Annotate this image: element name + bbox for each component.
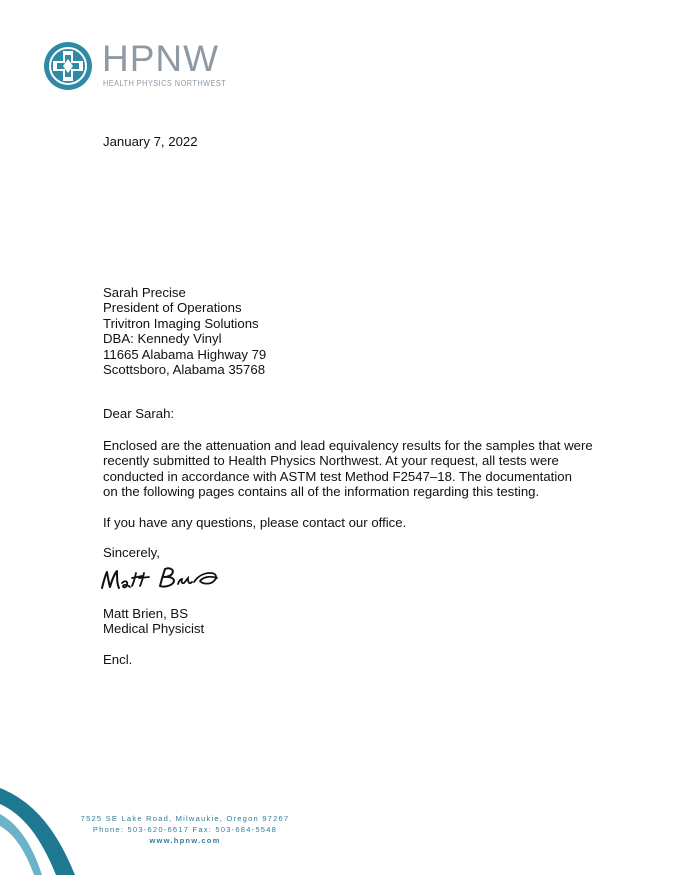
contact-line: If you have any questions, please contact our office. — [103, 515, 407, 530]
body-paragraph — [103, 438, 613, 500]
body-line: on the following pages contains all of the information regarding this testing. — [103, 484, 540, 500]
company-tagline: HEALTH PHYSICS NORTHWEST — [103, 79, 227, 88]
sender-name: Matt Brien, BS — [103, 606, 189, 621]
footer-phone-fax: Phone: 503-620-6617 Fax: 503-684-5548 — [92, 825, 278, 834]
recipient-title: President of Operations — [103, 300, 242, 316]
hpnw-cross-logo-icon — [43, 41, 93, 91]
recipient-dba: DBA: Kennedy Vinyl — [103, 331, 222, 347]
salutation: Dear Sarah: — [103, 406, 175, 421]
enclosure-note: Encl. — [103, 652, 133, 667]
recipient-city-state-zip: Scottsboro, Alabama 35768 — [103, 362, 266, 378]
recipient-company: Trivitron Imaging Solutions — [103, 315, 259, 331]
footer-address: 7525 SE Lake Road, Milwaukie, Oregon 97267 — [80, 814, 290, 823]
body-line: conducted in accordance with ASTM test Method F2547–18. The documentation — [103, 468, 572, 484]
body-line: Enclosed are the attenuation and lead equivalency results for the samples that were — [103, 438, 593, 453]
letter-date: January 7, 2022 — [103, 134, 198, 149]
sender-title: Medical Physicist — [103, 621, 205, 637]
footer-website-link[interactable]: www.hpnw.com — [149, 836, 221, 845]
body-line: recently submitted to Health Physics Northwest. At your request, all tests were — [103, 453, 559, 469]
handwritten-signature — [98, 562, 222, 596]
recipient-street: 11665 Alabama Highway 79 — [103, 346, 267, 362]
recipient-name: Sarah Precise — [103, 285, 186, 300]
company-wordmark: HPNW — [102, 38, 220, 79]
closing: Sincerely, — [103, 545, 160, 560]
recipient-address — [103, 285, 266, 377]
sender-block — [103, 606, 204, 637]
